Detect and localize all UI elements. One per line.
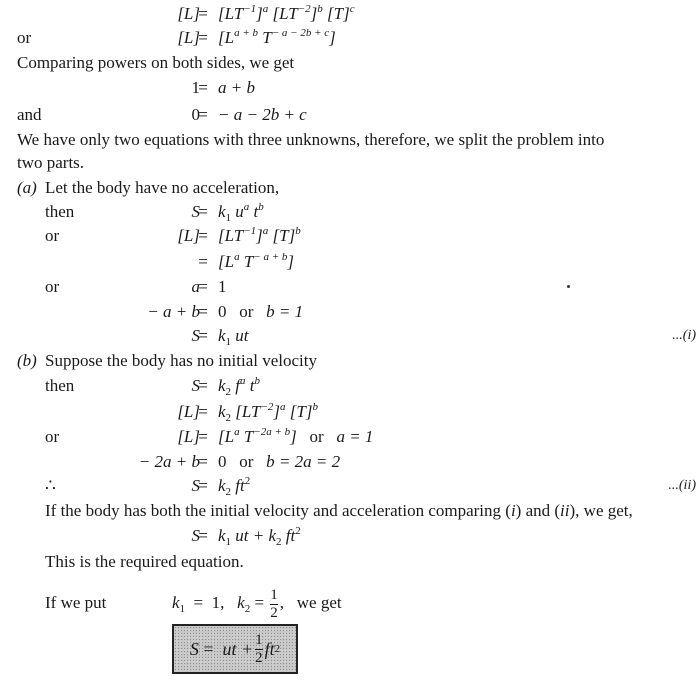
equation-1-eq-a-plus-b <box>0 76 696 100</box>
fraction-one-half: $\frac{1}{2}$ <box>270 586 278 621</box>
lhs: [L] <box>177 28 200 47</box>
lhs: 1 <box>191 78 200 97</box>
result-box: S = ut + $\frac{1}{2}$ ft 2 <box>172 624 298 674</box>
scan-speck <box>567 285 570 288</box>
part-a-heading <box>0 176 696 200</box>
combined-equation: S = $k_1$ ut + $k_2$ $ft^2$ <box>191 525 301 548</box>
part-b-eq3: or [L] = [$L^a$ $T^{-2a + b}$] or a = 1 <box>45 426 374 446</box>
rhs: [$L^{a + b}$ $T^{- a - 2b + c}$] <box>218 27 336 47</box>
fraction-one-half: $\frac{1}{2}$ <box>255 631 263 666</box>
part-b-heading-text: Suppose the body has no initial velocity <box>45 351 317 370</box>
part-b-eq5: ∴ S = $k_2$ $ft^2$ ...(ii) <box>45 475 696 498</box>
text-combined: If the body has both the initial velocity and acceleration comparing (i) and (ii), we get, <box>45 501 633 520</box>
part-a-eq2: or [L] = $[LT^{-1}]^a$ $[T]^b$ <box>45 225 301 245</box>
equation-tag-i: ...(i) <box>672 328 696 343</box>
text-paragraph-cont: two parts. <box>17 153 85 172</box>
equation-0-eq <box>0 103 696 127</box>
part-a-eq1: then S = $k_1$ $u^a$ $t^b$ <box>45 201 264 224</box>
part-a-heading-text: Let the body have no acceleration, <box>45 178 280 197</box>
part-a-eq3: = [$L^a$ $T^{- a + b}$] <box>198 251 295 271</box>
therefore-symbol: ∴ <box>45 476 56 495</box>
equation-tag-ii: ...(ii) <box>668 478 696 493</box>
equals: = <box>198 105 208 124</box>
part-b-eq4: − 2a + b = 0 or b = 2a = 2 <box>138 452 341 471</box>
part-a-marker: (a) <box>17 178 37 197</box>
part-a-eq6: S = $k_1$ ut ...(i) <box>191 326 696 348</box>
text-conclusion: This is the required equation. <box>45 552 244 571</box>
equals: = <box>198 28 208 47</box>
label-or: or <box>17 28 32 47</box>
part-b-marker: (b) <box>17 351 37 370</box>
label-and: and <box>17 105 42 124</box>
rhs: a + b <box>218 78 255 97</box>
part-b-eq2: [L] = $k_2$ $[LT^{-2}]^a$ $[T]^b$ <box>177 401 318 424</box>
equals: = <box>198 4 208 23</box>
equals: = <box>198 78 208 97</box>
part-a-eq4: or a = 1 <box>45 277 227 296</box>
lhs: 0 <box>191 105 200 124</box>
part-b-eq1: then S = $k_2$ $f^a$ $t^b$ <box>45 375 261 398</box>
equation-dimensional <box>0 2 696 26</box>
rhs: $[LT^{-1}]^a$ $[LT^{-2}]^b$ $[T]^c$ <box>218 3 355 23</box>
part-a-eq5: − a + b = 0 or b = 1 <box>147 302 304 321</box>
text-paragraph: We have only two equations with three unknowns, therefore, we split the problem into <box>17 130 605 149</box>
text-comparing: Comparing powers on both sides, we get <box>17 53 295 72</box>
equation-powers <box>0 26 696 50</box>
part-b-heading <box>0 349 696 373</box>
rhs: − a − 2b + c <box>218 105 307 124</box>
substitution-line: If we put $k_1 = 1$, $k_2$ = $\frac{1}{2}$ , we get <box>45 586 342 621</box>
lhs: [L] <box>177 4 200 23</box>
